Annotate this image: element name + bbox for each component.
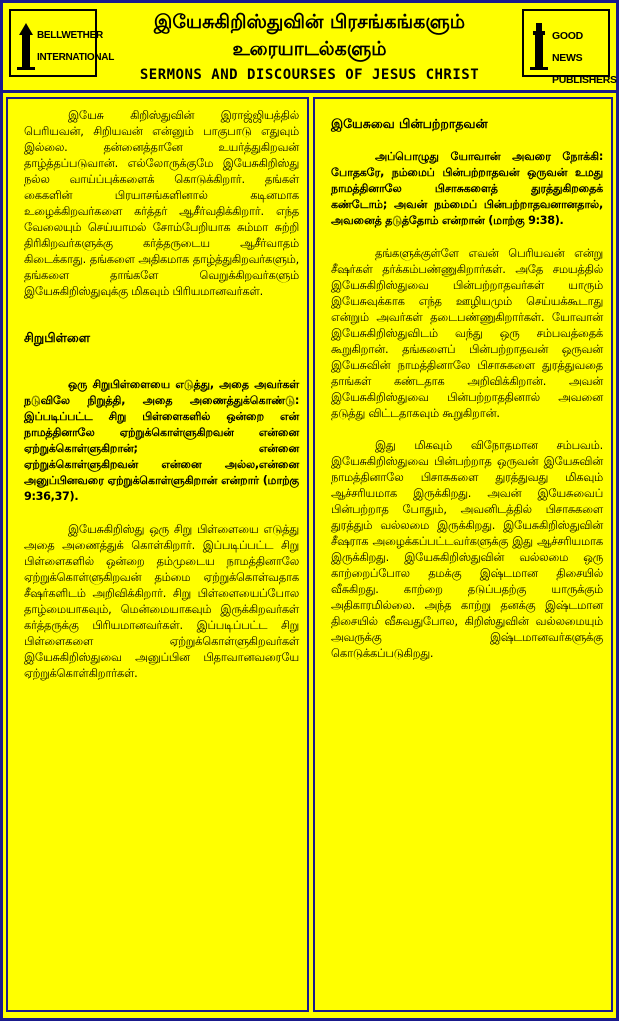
header [3,3,616,93]
logo-left-line1: BELLWETHER [37,30,103,41]
title-tamil-line1: இயேசுகிறிஸ்துவின் பிரசங்கங்களும் [153,11,466,33]
bellwether-logo [9,9,115,77]
right-scripture-quote: அப்பொழுது யோவான் அவரை நோக்கி: போதகரே, நம்மைப் பின்பற்றாதவன் ஒருவன் உமது நாமத்தினாலே பிசாசுகளைத் துரத்துகிறதைக் கண்டோம்; அவன் நம்மைப் பின்பற்றாதவனானதால், அவனைத் தடுத்தோம் என்றான் (மாற்கு 9:38). [331,150,603,227]
right-section-heading: இயேசுவை பின்பற்றாதவன் [331,116,488,131]
good-news-mark-icon [530,21,548,71]
right-second-paragraph: இது மிகவும் விநோதமான சம்பவம். இயேசுகிறிஸ்துவை பின்பற்றாத ஒருவன் இயேசுவின் நாமத்தினாலே பிசாசுகளை துரத்துவது மிகவும் ஆச்சரியமாக இருக்கிறது. அவன் இயேசுவைப் பின்பற்றாத போதும், அவனிடத்தில் பிசாசுகளை துரத்தும் வல்லமை இருக்கிறது. இயேசுகிறிஸ்துவின் சீஷராக அழைக்கப்பட்டவர்களுக்கு இது ஆச்சரியமாக இருக்கிறது. இயேசுகிறிஸ்துவின் வல்லமை ஒரு காற்றைப்போல தமக்கு இஷ்டமான திசையில் வீசுகிறது. காற்றை தடுப்பதற்கு யாருக்கும் அதிகாரமில்லை. அந்த காற்று தனக்கு இஷ்டமான திசையில் வீசுவதுபோல, கிறிஸ்துவின் வல்லமையும் அவருக்கு இஷ்டமானவர்களுக்கு கொடுக்கப்படுகிறது. [331,438,603,660]
left-column [6,97,309,1012]
good-news-logo-text [552,25,617,91]
logo-right-line2: PUBLISHERS [552,74,617,86]
title-tamil-line2: உரையாடல்களும் [232,38,387,60]
bellwether-mark-icon [17,21,35,71]
left-section-heading: சிறுபிள்ளை [24,330,91,345]
bellwether-logo-text [37,25,115,69]
right-first-paragraph: தங்களுக்குள்ளே எவன் பெரியவன் என்று சீஷர்கள் தர்க்கம்பண்ணுகிறார்கள். அதே சமயத்தில் இயேசுகிறிஸ்துவை பின்பற்றாதவர்கள் யாரும் இயேசுவுக்காக எந்த ஊழியமும் செய்யக்கூடாது என்றும் அவர்கள் தடைபண்ணுகிறார்கள். யோவான் இயேசுகிறிஸ்துவிடம் வந்து ஒரு சம்பவத்தைக் கூறுகிறான். தங்களைப் பின்பற்றாதவன் ஒருவன் இயேசுவின் நாமத்தினாலே பிசாசுகளை துரத்துவதை தாங்கள் கண்டதாக அறிவிக்கிறான். அவன் இயேசுகிறிஸ்துவை பின்பற்றாததினால் அவனை தடுத்து விட்டதாகவும் கூறுகிறான். [331,246,603,420]
title-english: SERMONS AND DISCOURSES OF JESUS CHRIST [139,67,480,83]
left-second-paragraph: இயேசுகிறிஸ்து ஒரு சிறு பிள்ளையை எடுத்து அதை அணைத்துக் கொள்கிறார். இப்படிப்பட்ட சிறு பிள்ளைகளில் ஒன்றை தம்முடைய நாமத்தினாலே ஏற்றுக்கொள்ளுகிறவன் தம்மை ஏற்றுக்கொள்வதாக சீஷர்களிடம் அறிவிக்கிறார். சிறு பிள்ளையைப்போல தாழ்மையாகவும், மென்மையாகவும் இருக்கிறவர்கள் கர்த்தருக்கு பிரியமானவர்கள். இப்படிப்பட்ட சிறு பிள்ளைகளை ஏற்றுக்கொள்ளுகிறவர்கள் இயேசுகிறிஸ்துவை அனுப்பின பிதாவானவரையே ஏற்றுக்கொள்கிறார்கள். [24,522,299,680]
right-column [313,97,613,1012]
left-intro-paragraph: இயேசு கிறிஸ்துவின் இராஜ்ஜியத்தில் பெரியவன், சிறியவன் என்னும் பாகுபாடு எதுவும் இல்லை. தன்னைத்தானே உயர்த்துகிறவன் தாழ்த்தப்படுவான். எல்லோருக்குமே இயேசுகிறிஸ்து நல்ல வாய்ப்புக்களைக் கொடுக்கிறார். தங்கள் கைகளின் பிரயாசங்களினால் கடினமாக உழைக்கிறவர்களை கர்த்தர் ஆசீர்வதிக்கிறார். எந்த வேலையும் செய்யாமல் சோம்பேறியாக சும்மா சுற்றி திரிகிறவர்களுக்கு கர்த்தருடைய ஆசீர்வாதம் கிடைக்காது. தங்களை அதிகமாக தாழ்த்துகிறவர்களும், தங்களை தாங்களே வெறுக்கிறவர்களும் இயேசுகிறிஸ்துவுக்கு மிகவும் பிரியமானவர்கள். [24,108,299,298]
logo-right-line1: GOOD NEWS [552,30,583,64]
left-scripture-quote: ஒரு சிறுபிள்ளையை எடுத்து, அதை அவர்கள் நடுவிலே நிறுத்தி, அதை அணைத்துக்கொண்டு: இப்படிப்பட்ட சிறு பிள்ளைகளில் ஒன்றை என் நாமத்தினாலே ஏற்றுக்கொள்ளுகிறவன் என்னை ஏற்றுக்கொள்ளுகிறான்; என்னை ஏற்றுக்கொள்ளுகிறவன் என்னை அல்ல,என்னை அனுப்பினவரை ஏற்றுக்கொள்ளுகிறான் என்றார் (மாற்கு 9:36,37). [24,378,299,503]
logo-left-line2: INTERNATIONAL [37,52,115,63]
good-news-logo [522,9,617,86]
